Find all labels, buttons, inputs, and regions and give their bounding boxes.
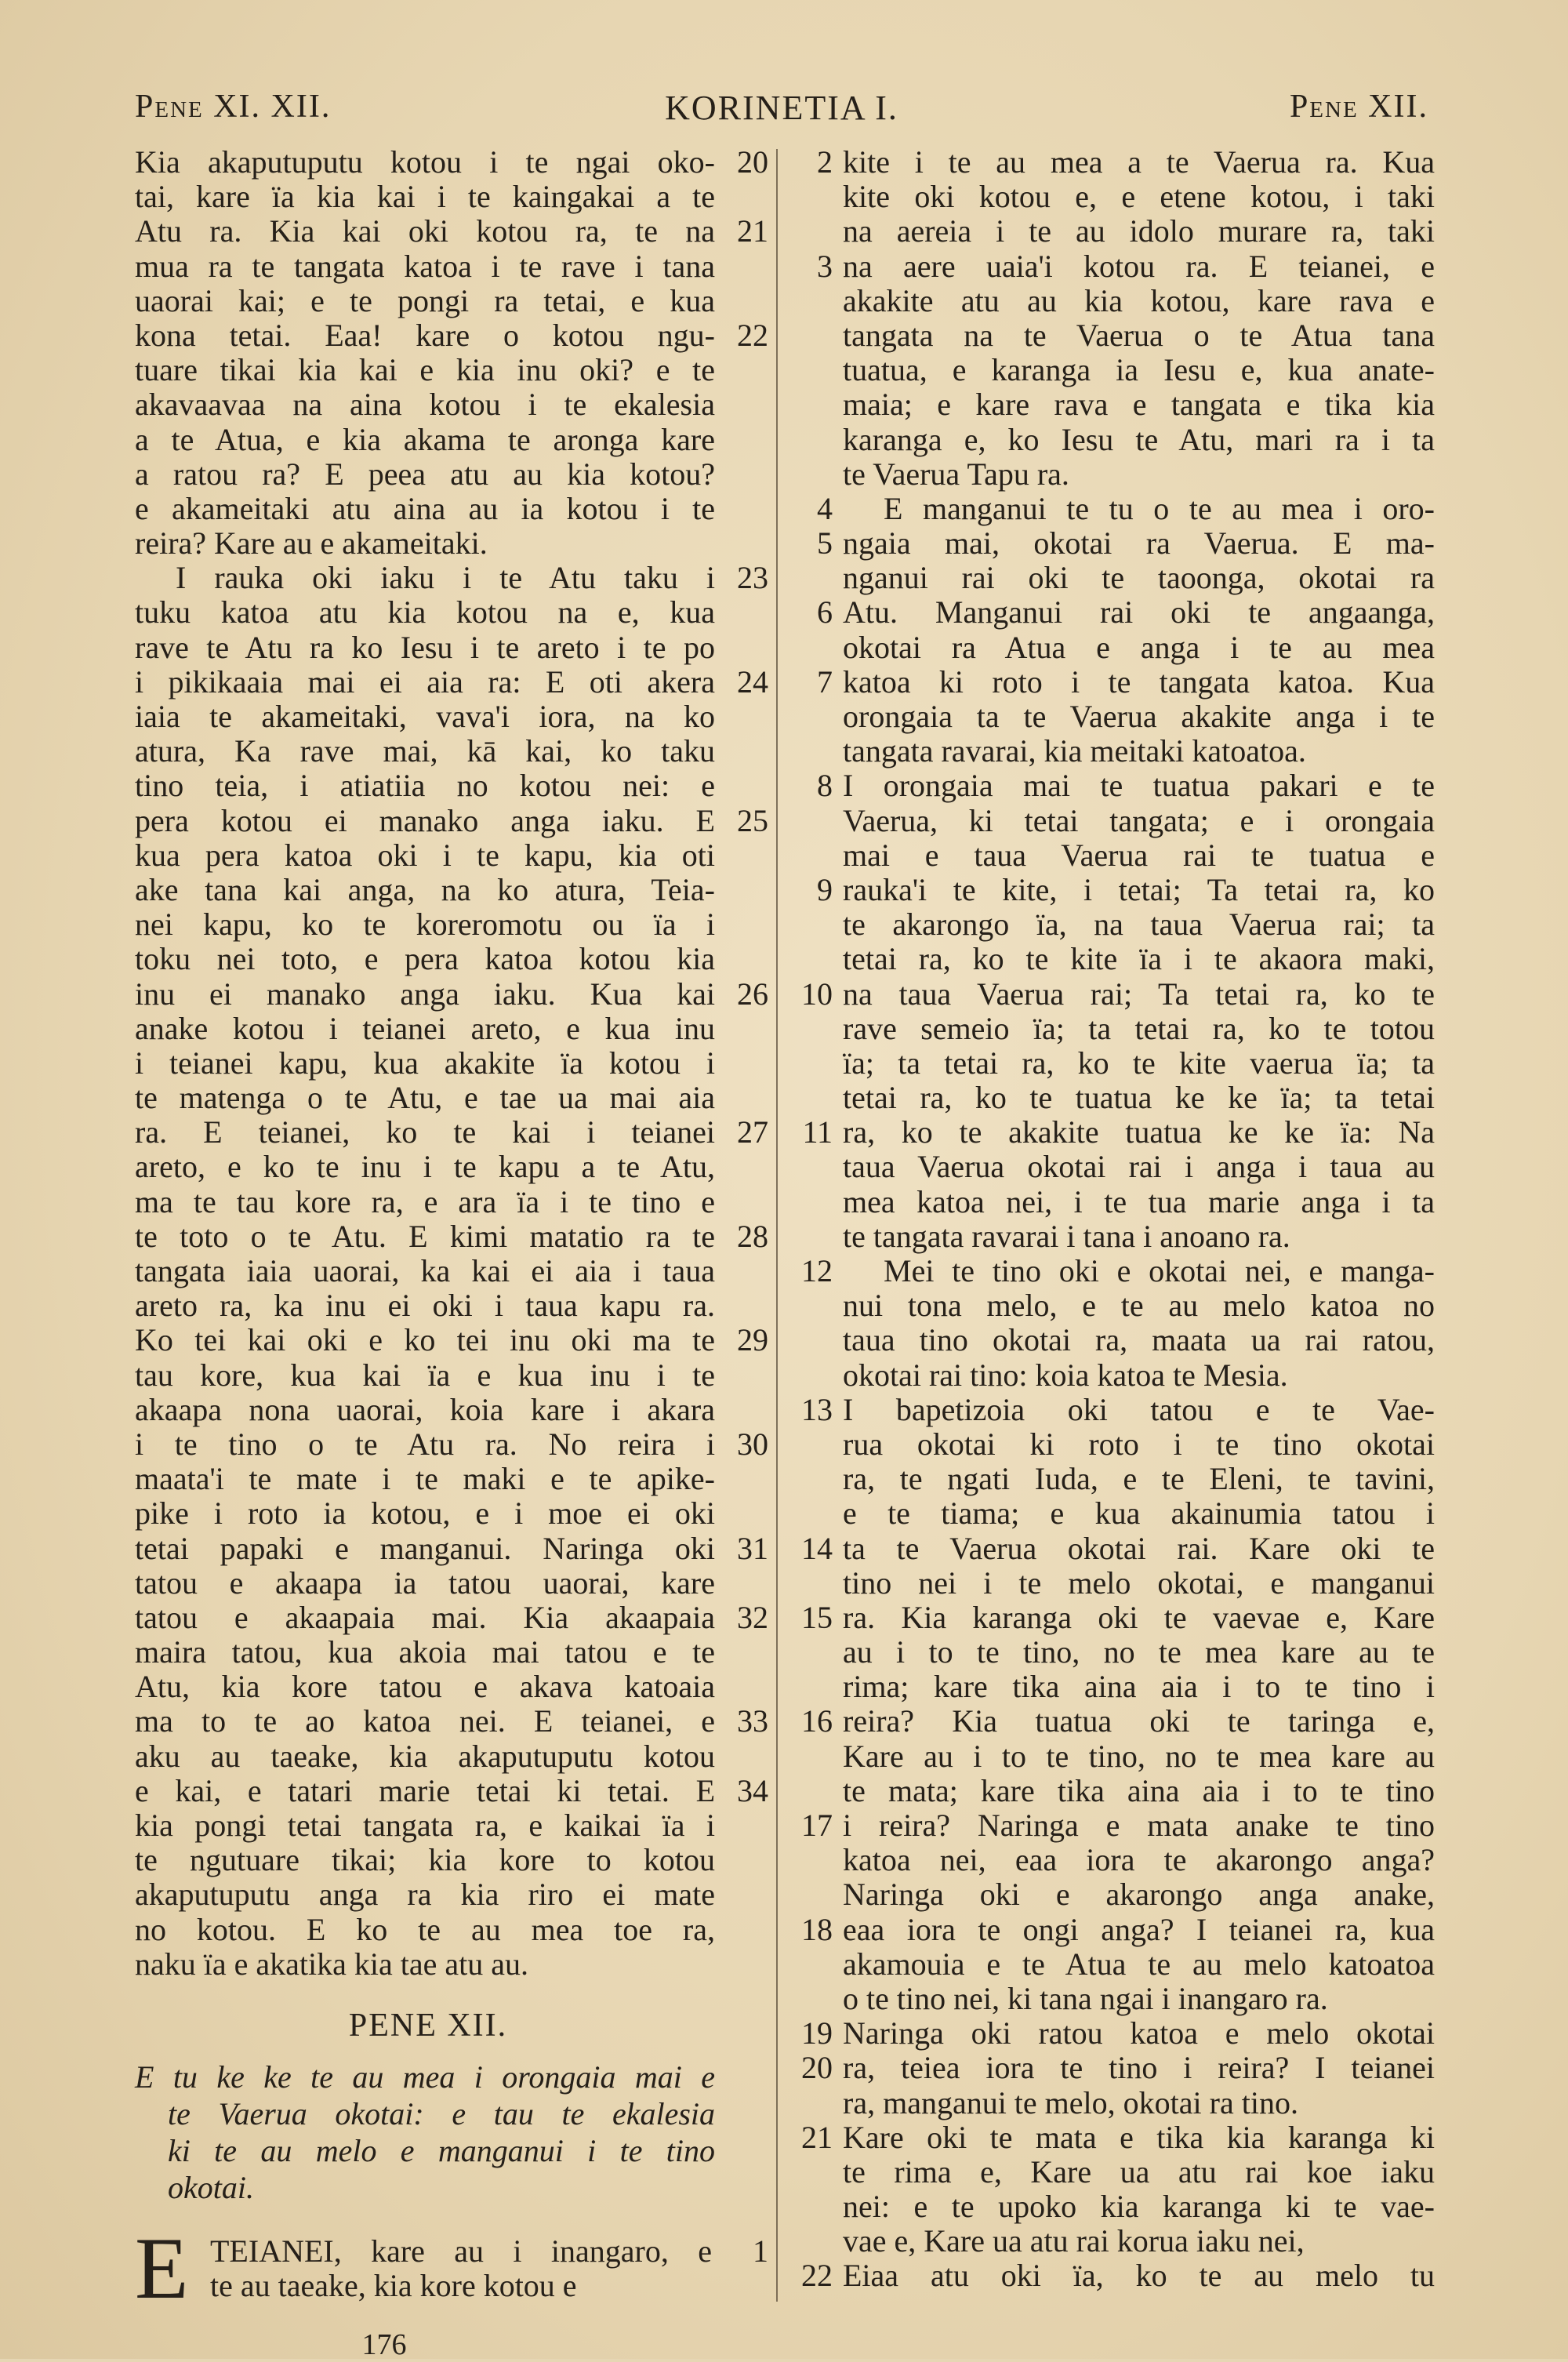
line-text: Vaerua, ki tetai tangata; e i orongaia	[843, 802, 1435, 838]
verse-number: 28	[737, 1218, 768, 1254]
text-line	[792, 1670, 1435, 1704]
line-text: ra. Kia karanga oki te vaevae e, Kare	[843, 1599, 1435, 1635]
text-line	[792, 1012, 1435, 1046]
text-line	[135, 873, 768, 907]
verse-number: 10	[801, 976, 833, 1012]
verse-number: 24	[737, 663, 768, 700]
line-text: taua Vaerua okotai rai i anga i taua au	[843, 1149, 1435, 1185]
line-text: Kia akaputuputu kotou i te ngai oko-	[135, 144, 715, 180]
line-text: Eiaa atu oki ïa, ko te au melo tu	[843, 2258, 1435, 2294]
line-text: kua pera katoa oki i te kapu, kia oti	[135, 837, 715, 873]
verse-number: 20	[737, 144, 768, 180]
line-text: okotai rai tino: koia katoa te Mesia.	[843, 1357, 1288, 1393]
line-text: tino teia, i atiatiia no kotou nei: e	[135, 768, 715, 804]
line-text: toku nei toto, e pera katoa kotou kia	[135, 941, 715, 977]
summary-line: ki te au melo e manganui i te tino	[168, 2133, 715, 2169]
line-text: nui tona melo, e te au melo katoa no	[843, 1288, 1435, 1324]
line-text: eaa iora te ongi anga? I teianei ra, kua	[843, 1911, 1435, 1947]
line-text: Atu ra. Kia kai oki kotou ra, te na	[135, 213, 715, 249]
verse-number: 20	[801, 2050, 833, 2086]
line-text: Naringa oki ratou katoa e melo okotai	[843, 2015, 1435, 2051]
text-line	[135, 561, 768, 595]
verse-number: 5	[817, 525, 833, 561]
verse-number: 6	[817, 594, 833, 630]
line-text: i reira? Naringa e mata anake te tino	[843, 1808, 1435, 1843]
verse-number: 23	[737, 560, 768, 596]
text-line	[792, 838, 1435, 873]
text-line	[792, 1462, 1435, 1496]
text-line	[135, 977, 768, 1012]
text-line	[792, 1358, 1435, 1393]
text-line	[135, 1532, 768, 1566]
text-line	[135, 318, 768, 353]
text-line	[792, 977, 1435, 1012]
header-right-chapter: Pene XII.	[1289, 89, 1428, 125]
text-line	[135, 1150, 768, 1184]
line-text: te toto o te Atu. E kimi matatio ra te	[135, 1218, 715, 1254]
text-line	[792, 2224, 1435, 2258]
line-text: aku au taeake, kia akaputuputu kotou	[135, 1738, 715, 1774]
line-text: tetai ra, ko te kite ïa i te akaora maki,	[843, 941, 1435, 977]
line-text: kia pongi tetai tangata ra, e kaikai ïa i	[135, 1808, 715, 1843]
line-text: katoa ki roto i te tangata katoa. Kua	[843, 663, 1435, 700]
text-line	[792, 1704, 1435, 1739]
line-text: e te tiama; e kua akainumia tatou i	[843, 1495, 1435, 1532]
text-line	[792, 318, 1435, 353]
line-text: maira tatou, kua akoia mai tatou e te	[135, 1634, 715, 1670]
line-text: reira? Kia tuatua oki te taringa e,	[843, 1703, 1435, 1739]
text-line	[135, 1288, 768, 1323]
verse-number: 21	[801, 2119, 833, 2155]
text-line	[792, 873, 1435, 907]
text-line	[135, 1462, 768, 1496]
verse-number: 30	[737, 1426, 768, 1462]
verse-number: 22	[737, 317, 768, 353]
verse-number: 25	[737, 802, 768, 838]
text-line	[792, 2016, 1435, 2051]
verse-number: 11	[802, 1114, 833, 1150]
text-line	[135, 1323, 768, 1357]
verse-number: 13	[801, 1391, 833, 1427]
left-column	[135, 144, 768, 2318]
line-text: ra, teiea iora te tino i reira? I teianei	[843, 2050, 1435, 2086]
text-line	[135, 1358, 768, 1393]
line-text: tau kore, kua kai ïa e kua inu i te	[135, 1357, 715, 1393]
text-line	[135, 942, 768, 976]
line-text: Kare au i to te tino, no te mea kare au	[843, 1738, 1435, 1774]
line-text: Ko tei kai oki e ko tei inu oki ma te	[135, 1322, 715, 1358]
text-line	[792, 1601, 1435, 1635]
text-line	[792, 526, 1435, 561]
line-text: na aere uaia'i kotou ra. E teianei, e	[843, 248, 1435, 284]
text-line	[792, 804, 1435, 838]
left-column-text	[135, 145, 768, 1982]
text-line	[792, 145, 1435, 180]
line-text: orongaia ta te Vaerua akakite anga i te	[843, 699, 1435, 734]
line-text: i teianei kapu, kua akakite ïa kotou i	[135, 1045, 715, 1081]
text-line	[135, 1601, 768, 1635]
line-text: inu ei manako anga iaku. Kua kai	[135, 976, 715, 1012]
text-line	[792, 1219, 1435, 1254]
line-text: ra, ko te akakite tuatua ke ke ïa: Na	[843, 1114, 1435, 1150]
text-line	[135, 423, 768, 457]
verse-number: 7	[817, 663, 833, 700]
text-line	[135, 700, 768, 734]
line-text: nganui rai oki te taoonga, okotai ra	[843, 560, 1435, 596]
line-text: uaorai kai; e te pongi ra tetai, e kua	[135, 282, 715, 318]
text-line	[135, 595, 768, 630]
line-text: te tangata ravarai i tana i anoano ra.	[843, 1218, 1290, 1254]
line-text: ma to te ao katoa nei. E teianei, e	[135, 1703, 715, 1739]
text-line	[792, 457, 1435, 492]
text-line	[792, 492, 1435, 526]
text-line	[135, 1635, 768, 1670]
line-text: reira? Kare au e akameitaki.	[135, 525, 488, 561]
line-text: a ratou ra? E peea atu au kia kotou?	[135, 456, 715, 492]
line-text: pike i roto ia kotou, e i moe ei oki	[135, 1495, 715, 1532]
text-line	[135, 1012, 768, 1046]
line-text: Atu. Manganui rai oki te angaanga,	[843, 594, 1435, 630]
line-text: Mei te tino oki e okotai nei, e manga-	[884, 1253, 1435, 1288]
text-line	[792, 1635, 1435, 1670]
text-line	[792, 734, 1435, 769]
line-text: maia; e kare rava e tangata e tika kia	[843, 387, 1435, 423]
right-column	[792, 144, 1435, 2294]
text-line	[135, 630, 768, 665]
line-text: naku ïa e akatika kia tae atu au.	[135, 1946, 528, 1982]
verse-number: 18	[801, 1911, 833, 1947]
text-line	[792, 1774, 1435, 1808]
line-text: anake kotou i teianei areto, e kua inu	[135, 1010, 715, 1046]
line-text: tangata iaia uaorai, ka kai ei aia i taua	[135, 1253, 715, 1288]
text-line	[792, 2086, 1435, 2120]
line-text: rave semeio ïa; ta tetai ra, ko te totou	[843, 1010, 1435, 1046]
line-text: te au taeake, kia kore kotou e	[210, 2268, 577, 2304]
verse-number: 17	[801, 1808, 833, 1843]
text-line	[135, 214, 768, 249]
text-line	[792, 353, 1435, 387]
verse-number: 34	[737, 1772, 768, 1808]
line-text: Atu, kia kore tatou e akava katoaia	[135, 1669, 715, 1705]
line-text: ake tana kai anga, na ko atura, Teia-	[135, 871, 715, 907]
text-line	[792, 1982, 1435, 2016]
line-text: a te Atua, e kia akama te aronga kare	[135, 421, 715, 457]
text-line	[792, 1081, 1435, 1115]
line-text: no kotou. E ko te au mea toe ra,	[135, 1911, 715, 1947]
line-text: kite oki kotou e, e etene kotou, i taki	[843, 179, 1435, 215]
line-text: tetai papaki e manganui. Naringa oki	[135, 1530, 715, 1566]
line-text: e akameitaki atu aina au ia kotou i te	[135, 490, 715, 526]
text-line	[135, 804, 768, 838]
text-line	[792, 1877, 1435, 1912]
text-line	[792, 2258, 1435, 2293]
text-line	[135, 1081, 768, 1115]
verse-number: 12	[801, 1253, 833, 1288]
line-text: rua okotai ki roto i te tino okotai	[843, 1426, 1435, 1462]
text-line	[792, 700, 1435, 734]
line-text: mua ra te tangata katoa i te rave i tana	[135, 248, 715, 284]
header-left-chapter: Pene XI. XII.	[135, 89, 332, 125]
text-line	[135, 838, 768, 873]
line-text: Kare oki te mata e tika kia karanga ki	[843, 2119, 1435, 2155]
verse-number: 33	[737, 1703, 768, 1739]
text-line	[135, 353, 768, 387]
text-line	[135, 1046, 768, 1081]
text-line	[792, 1150, 1435, 1184]
text-line	[792, 423, 1435, 457]
line-text: tangata na te Vaerua o te Atua tana	[843, 317, 1435, 353]
line-text: akaputuputu anga ra kia riro ei mate	[135, 1877, 715, 1913]
right-column-text	[792, 145, 1435, 2294]
verse-number: 15	[801, 1599, 833, 1635]
line-text: te akarongo ïa, na taua Vaerua rai; ta	[843, 907, 1435, 943]
text-line	[792, 1947, 1435, 1982]
chapter-opening	[135, 2220, 768, 2318]
line-text: tuare tikai kia kai e kia inu oki? e te	[135, 352, 715, 388]
text-line	[135, 387, 768, 422]
verse-number: 3	[817, 248, 833, 284]
text-line	[792, 1115, 1435, 1150]
text-line	[792, 630, 1435, 665]
line-text: mea katoa nei, i te tua marie anga i ta	[843, 1183, 1435, 1219]
text-line	[135, 907, 768, 942]
text-line	[135, 1115, 768, 1150]
text-line	[792, 1393, 1435, 1427]
text-line	[792, 1913, 1435, 1947]
line-text: TEIANEI, kare au i inangaro, e	[210, 2233, 712, 2269]
text-line	[135, 145, 768, 180]
text-line	[135, 1427, 768, 1462]
line-text: te matenga o te Atu, e tae ua mai aia	[135, 1080, 715, 1116]
line-text: ra, manganui te melo, okotai ra tino.	[843, 2084, 1298, 2120]
line-text: akamouia e te Atua te au melo katoatoa	[843, 1946, 1435, 1982]
line-text: iaia te akameitaki, vava'i iora, na ko	[135, 699, 715, 734]
text-line	[135, 1393, 768, 1427]
text-line	[792, 2155, 1435, 2189]
line-text: akakite atu au kia kotou, kare rava e	[843, 282, 1435, 318]
text-line	[135, 1947, 768, 1982]
drop-cap: E	[135, 2220, 189, 2318]
line-text: atura, Ka rave mai, kā kai, ko taku	[135, 733, 715, 769]
text-line	[135, 1913, 768, 1947]
verse-number: 29	[737, 1322, 768, 1358]
text-line	[792, 1843, 1435, 1877]
verse-number: 26	[737, 976, 768, 1012]
text-line	[792, 180, 1435, 214]
text-line	[135, 180, 768, 214]
verse-number: 4	[817, 490, 833, 526]
line-text: rauka'i te kite, i tetai; Ta tetai ra, ko	[843, 871, 1435, 907]
line-text: tuatua, e karanga ia Iesu e, kua anate-	[843, 352, 1435, 388]
text-line	[210, 2269, 768, 2303]
verse-number: 31	[737, 1530, 768, 1566]
line-text: e kai, e tatari marie tetai ki tetai. E	[135, 1772, 715, 1808]
verse-number: 19	[801, 2015, 833, 2051]
line-text: ta te Vaerua okotai rai. Kare oki te	[843, 1530, 1435, 1566]
text-line	[792, 214, 1435, 249]
line-text: ra, te ngati Iuda, e te Eleni, te tavini,	[843, 1461, 1435, 1497]
line-text: kite i te au mea a te Vaerua ra. Kua	[843, 144, 1435, 180]
text-line	[792, 387, 1435, 422]
text-line	[792, 561, 1435, 595]
line-text: ïa; ta tetai ra, ko te kite vaerua ïa; ta	[843, 1045, 1435, 1081]
text-line	[792, 2189, 1435, 2224]
verse-number: 1	[753, 2233, 768, 2269]
verse-number: 14	[801, 1530, 833, 1566]
line-text: tetai ra, ko te tuatua ke ke ïa; ta tetai	[843, 1080, 1435, 1116]
verse-number: 9	[817, 871, 833, 907]
line-text: ngaia mai, okotai ra Vaerua. E ma-	[843, 525, 1435, 561]
verse-number: 27	[737, 1114, 768, 1150]
summary-line: E tu ke ke te au mea i orongaia mai e	[135, 2059, 715, 2095]
line-text: tangata ravarai, kia meitaki katoatoa.	[843, 733, 1306, 769]
line-text: katoa nei, eaa iora te akarongo anga?	[843, 1842, 1435, 1878]
text-line	[792, 769, 1435, 803]
line-text: tuku katoa atu kia kotou na e, kua	[135, 594, 715, 630]
text-line	[135, 457, 768, 492]
line-text: I rauka oki iaku i te Atu taku i	[176, 560, 715, 596]
text-line	[792, 1808, 1435, 1843]
verse-number: 22	[801, 2258, 833, 2294]
line-text: te Vaerua Tapu ra.	[843, 456, 1069, 492]
verse-number: 8	[817, 768, 833, 804]
line-text: Naringa oki e akarongo anga anake,	[843, 1877, 1435, 1913]
line-text: E manganui te tu o te au mea i oro-	[884, 490, 1435, 526]
line-text: na taua Vaerua rai; Ta tetai ra, ko te	[843, 976, 1435, 1012]
text-line	[792, 1288, 1435, 1323]
text-line	[135, 665, 768, 700]
line-text: tatou e akaapaia mai. Kia akaapaia	[135, 1599, 715, 1635]
text-line	[135, 1185, 768, 1219]
text-line	[135, 1704, 768, 1739]
line-text: tino nei i te melo okotai, e manganui	[843, 1564, 1435, 1601]
text-line	[792, 1323, 1435, 1357]
line-text: te mata; kare tika aina aia i to te tino	[843, 1772, 1435, 1808]
line-text: tatou e akaapa ia tatou uaorai, kare	[135, 1564, 715, 1601]
verse-number: 21	[737, 213, 768, 249]
text-line	[792, 907, 1435, 942]
text-line	[135, 1566, 768, 1601]
text-line	[792, 1046, 1435, 1081]
text-line	[792, 665, 1435, 700]
line-text: na aereia i te au idolo murare ra, taki	[843, 213, 1435, 249]
line-text: kona tetai. Eaa! kare o kotou ngu-	[135, 317, 715, 353]
text-line	[792, 595, 1435, 630]
page-number: 176	[361, 2328, 407, 2361]
line-text: maata'i te mate i te maki e te apike-	[135, 1461, 715, 1497]
summary-line: te Vaerua okotai: e tau te ekalesia	[168, 2096, 715, 2132]
line-text: I orongaia mai te tuatua pakari e te	[843, 768, 1435, 804]
running-header	[135, 88, 1428, 135]
line-text: okotai ra Atua e anga i te au mea	[843, 629, 1435, 665]
text-line	[135, 1739, 768, 1774]
text-line	[792, 1185, 1435, 1219]
text-line	[135, 1843, 768, 1877]
column-divider	[776, 149, 778, 2302]
text-line	[792, 1427, 1435, 1462]
verse-number: 32	[737, 1599, 768, 1635]
line-text: mai e taua Vaerua rai te tuatua e	[843, 837, 1435, 873]
text-line	[792, 1566, 1435, 1601]
line-text: ma te tau kore ra, e ara ïa i te tino e	[135, 1183, 715, 1219]
text-line	[135, 284, 768, 318]
line-text: rima; kare tika aina aia i to te tino i	[843, 1669, 1435, 1705]
line-text: taua tino okotai ra, maata ua rai ratou,	[843, 1322, 1435, 1358]
verse-number: 2	[817, 144, 833, 180]
text-line	[135, 1808, 768, 1843]
text-line	[135, 1254, 768, 1288]
chapter-heading: PENE XII.	[348, 2007, 508, 2044]
text-line	[792, 249, 1435, 284]
text-line	[135, 769, 768, 803]
line-text: I bapetizoia oki tatou e te Vae-	[843, 1391, 1435, 1427]
header-book-title: KORINETIA I.	[665, 89, 898, 127]
text-line	[135, 492, 768, 526]
text-line	[210, 2234, 768, 2269]
line-text: pera kotou ei manako anga iaku. E	[135, 802, 715, 838]
text-line	[792, 284, 1435, 318]
text-line	[135, 249, 768, 284]
line-text: i pikikaaia mai ei aia ra: E oti akera	[135, 663, 715, 700]
line-text: nei: e te upoko kia karanga ki te vae-	[843, 2189, 1435, 2225]
text-line	[792, 942, 1435, 976]
text-line	[135, 734, 768, 769]
text-line	[135, 1670, 768, 1704]
summary-line: okotai.	[168, 2170, 254, 2206]
text-line	[792, 2120, 1435, 2155]
text-line	[135, 526, 768, 561]
text-line	[792, 2051, 1435, 2085]
verse-number: 16	[801, 1703, 833, 1739]
line-text: au i to te tino, no te mea kare au te	[843, 1634, 1435, 1670]
text-line	[135, 1774, 768, 1808]
text-line	[792, 1532, 1435, 1566]
text-line	[792, 1496, 1435, 1531]
line-text: o te tino nei, ki tana ngai i inangaro ra.	[843, 1980, 1328, 2016]
line-text: akaapa nona uaorai, koia kare i akara	[135, 1391, 715, 1427]
line-text: akavaavaa na aina kotou i te ekalesia	[135, 387, 715, 423]
line-text: vae e, Kare ua atu rai korua iaku nei,	[843, 2223, 1305, 2259]
text-line	[792, 1739, 1435, 1774]
text-line	[135, 1496, 768, 1531]
text-line	[135, 1877, 768, 1912]
line-text: ra. E teianei, ko te kai i teianei	[135, 1114, 715, 1150]
line-text: i te tino o te Atu ra. No reira i	[135, 1426, 715, 1462]
line-text: nei kapu, ko te koreromotu ou ïa i	[135, 907, 715, 943]
text-line	[792, 1254, 1435, 1288]
line-text: te ngutuare tikai; kia kore to kotou	[135, 1842, 715, 1878]
line-text: te rima e, Kare ua atu rai koe iaku	[843, 2153, 1435, 2189]
line-text: karanga e, ko Iesu te Atu, mari ra i ta	[843, 421, 1435, 457]
chapter-summary	[135, 2059, 715, 2206]
line-text: areto ra, ka inu ei oki i taua kapu ra.	[135, 1288, 715, 1324]
text-line	[135, 1219, 768, 1254]
line-text: rave te Atu ra ko Iesu i te areto i te po	[135, 629, 715, 665]
line-text: areto, e ko te inu i te kapu a te Atu,	[135, 1149, 715, 1185]
line-text: tai, kare ïa kia kai i te kaingakai a te	[135, 179, 715, 215]
